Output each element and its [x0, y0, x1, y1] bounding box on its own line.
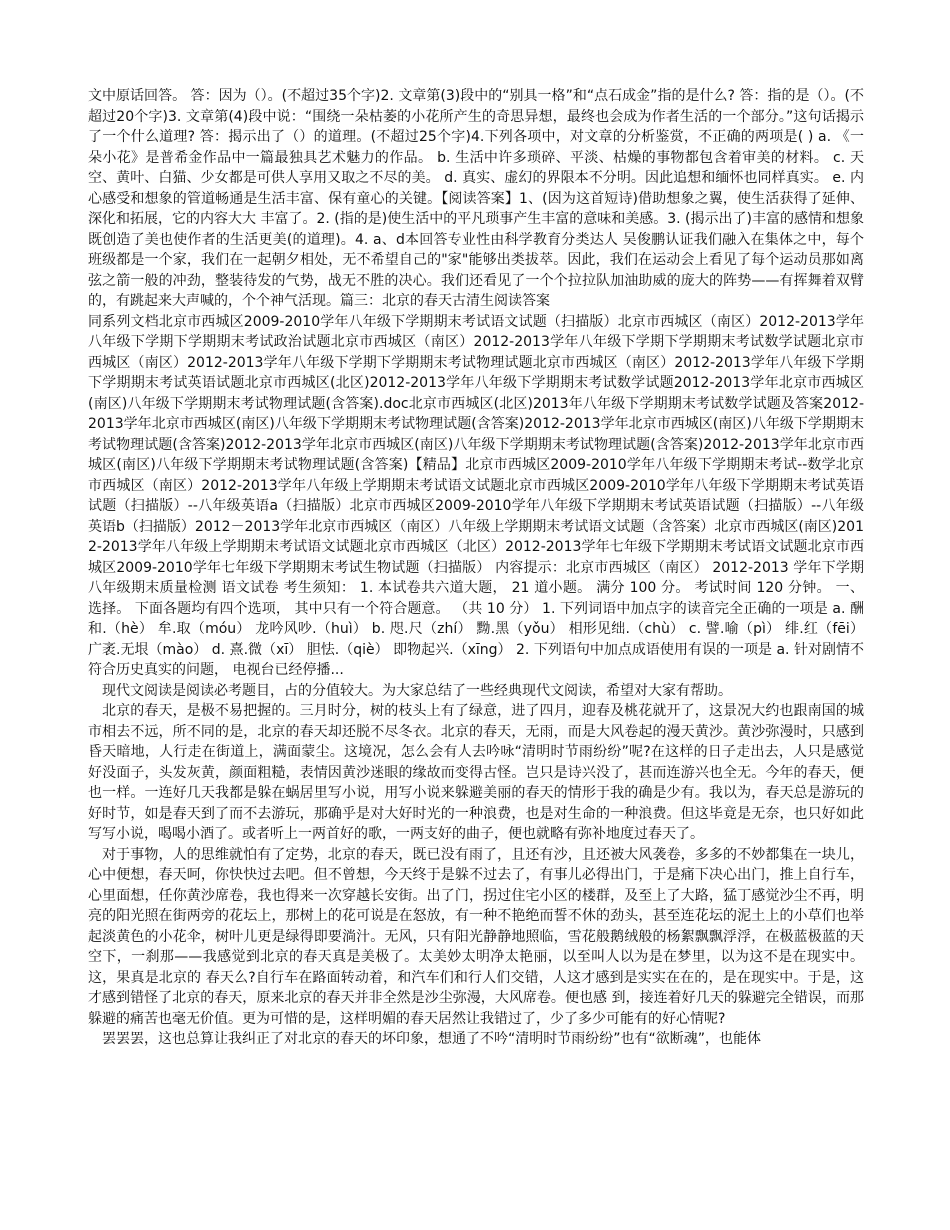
paragraph-beijing-spring-2: 对于事物，人的思维就怕有了定势，北京的春天，既已没有雨了，且还有沙，且还被大风袭卷，多多的不妙都集在一块儿，心中便想，春天呵，你快快过去吧。但不曾想，今天终于是躲不过去了，有事儿必得出门，于是痛下决心出门，推上自行车，心里面想，任你黄沙席卷，我也得来一次穿越长安街。出了门，拐过住宅小区的楼群，及至上了大路，猛丁感觉沙尘不再，明亮的阳光照在街两旁的花坛上，那树上的花可说是在怒放，有一种不艳绝而誓不休的劲头，甚至连花坛的泥土上的小草们也举起淡黄色的小花伞，树叶儿更是绿得即要淌汁。无风，只有阳光静静地照临，雪花般鹅绒般的杨絮飘飘浮浮，在极蓝极蓝的天空下，一刹那——我感觉到北京的春天真是美极了。太美妙太明净太艳丽，以至叫人以为是在梦里，以为这不是在现实中。这，果真是北京的 春天么?自行车在路面转动着，和汽车们和行人们交错，人这才感到是实实在在的，是在现实中。于是，这才感到错怪了北京的春天，原来北京的春天并非全然是沙尘弥漫，大风席卷。便也感 到，接连着好几天的躲避完全错误，而那躲避的痛苦也毫无价值。更为可惜的是，这样明媚的春天居然让我错过了，少了多少可能有的好心情呢?	[88, 846, 864, 1027]
text-block-reading-answers: 文中原话回答。 答：因为（）。(不超过35个字)2. 文章第(3)段中的“别具一格”和“点石成金”指的是什么? 答：指的是（）。(不超过20个字)3. 文章第(4)段中说：“围绕一朵枯萎的小花所产生的奇思异想，最终也会成为作者生活的一个部分。”这句话揭示了一个什么道理? 答：揭示出了（）的道理。(不超过25个字)4.下列各项中，对文章的分析鉴赏，不正确的两项是( ) a. 《一朵小花》是普希金作品中一篇最独具艺术魅力的作品。 b. 生活中许多琐碎、平淡、枯燥的事物都包含着审美的材料。 c. 天空、黄叶、白猫、少女都是可供人享用又取之不尽的美。 d. 真实、虚幻的界限本不分明。因此追想和缅怀也同样真实。 e. 内心感受和想象的管道畅通是生活丰富、保有童心的关键。【阅读答案】1、(因为这首短诗)借助想象之翼，使生活获得了延伸、深化和拓展，它的内容大大 丰富了。2. (指的是)使生活中的平凡琐事产生丰富的意味和美感。3. (揭示出了)丰富的感情和想象既创造了美也使作者的生活更美(的道理)。4. a、d本回答专业性由科学教育分类达人 吴俊鹏认证我们融入在集体之中，每个班级都是一个家，我们在一起朝夕相处，无不希望自己的"家"能够出类拔萃。因此，我们在运动会上看见了每个运动员那如离弦之箭一般的冲劲，整装待发的气势，战无不胜的决心。我们还看见了一个个拉拉队加油助威的庞大的阵势——有挥舞着双臂的，有跳起来大声喊的，个个神气活现。篇三：北京的春天古清生阅读答案	[88, 88, 864, 309]
document-page	[88, 86, 864, 1050]
paragraph-beijing-spring-1: 北京的春天，是极不易把握的。三月时分，树的枝头上有了绿意，进了四月，迎春及桃花就开了，这景况大约也跟南国的城市相去不远，所不同的是，北京的春天却还脱不尽冬衣。北京的春天，无雨，而是大风卷起的漫天黄沙。黄沙弥漫时，只感到昏天暗地，人行走在街道上，满面蒙尘。这境况，怎么会有人去吟咏“清明时节雨纷纷”呢?在这样的日子走出去，人只是感觉好没面子，头发灰黄，颜面粗糙，表情因黄沙迷眼的缘故而变得古怪。岂只是诗兴没了，甚而连游兴也全无。今年的春天，便也一样。一连好几天我都是躲在蜗居里写小说，用写小说来躲避美丽的春天的情形于我的确是少有。我以为，春天总是游玩的好时节，如是春天到了而不去游玩，那确乎是对大好时光的一种浪费，也是对生命的一种浪费。但这毕竟是无奈，也只好如此写写小说，喝喝小酒了。或者听上一两首好的歌，一两支好的曲子，便也就略有弥补地度过春天了。	[88, 703, 864, 842]
paragraph-intro: 现代文阅读是阅读必考题目，占的分值较大。为大家总结了一些经典现代文阅读，希望对大家有帮助。	[102, 682, 732, 699]
paragraph-beijing-spring-3: 罢罢罢，这也总算让我纠正了对北京的春天的坏印象，想通了不吟“清明时节雨纷纷”也有“欲断魂”，也能体	[102, 1031, 762, 1047]
text-block-related-documents: 同系列文档北京市西城区2009-2010学年八年级下学期期末考试语文试题（扫描版）北京市西城区（南区）2012-2013学年八年级下学期下学期期末考试政治试题北京市西城区（南区）2012-2013学年八年级下学期下学期期末考试数学试题北京市西城区（南区）2012-2013学年八年级下学期下学期期末考试物理试题北京市西城区（南区）2012-2013学年八年级下学期下学期期末考试英语试题北京市西城区(北区)2012-2013学年八年级下学期期末考试数学试题2012-2013学年北京市西城区(南区)八年级下学期期末考试物理试题(含答案).doc北京市西城区(北区)2013年八年级下学期期末考试数学试题及答案2012-2013学年北京市西城区(南区)八年级下学期期末考试物理试题(含答案)2012-2013学年北京市西城区(南区)八年级下学期期末考试物理试题(含答案)2012-2013学年北京市西城区(南区)八年级下学期期末考试物理试题(含答案)2012-2013学年北京市西城区(南区)八年级下学期期末考试物理试题(含答案)【精品】北京市西城区2009-2010学年八年级下学期期末考试--数学北京市西城区（南区）2012-2013学年八年级上学期期末考试语文试题北京市西城区2009-2010学年八年级下学期期末考试英语试题（扫描版）--八年级英语a（扫描版）北京市西城区2009-2010学年八年级下学期期末考试英语试题（扫描版）--八年级英语b（扫描版）2012－2013学年北京市西城区（南区）八年级上学期期末考试语文试题（含答案）北京市西城区(南区)2012-2013学年八年级上学期期末考试语文试题北京市西城区（北区）2012-2013学年七年级下学期期末考试语文试题北京市西城区2009-2010学年七年级下学期期末考试生物试题（扫描版） 内容提示：北京市西城区（南区） 2012-2013 学年下学期八年级期末质量检测 语文试卷 考生须知： 1. 本试卷共六道大题， 21 道小题。 满分 100 分。 考试时间 120 分钟。 一、 选择。 下面各题均有四个选项， 其中只有一个符合题意。 （共 10 分） 1. 下列词语中加点字的读音完全正确的一项是 a. 酬和.（hè） 牟.取（móu） 龙吟风吵.（huì） b. 咫.尺（zhí） 黝.黑（yǒu） 相形见绌.（chù） c. 譬.喻（pì） 绯.红（fēi） 广袤.无垠（mào） d. 熹.微（xī） 胆怯.（qiè） 即物起兴.（xīng） 2. 下列语句中加点成语使用有误的一项是 a. 针对剧情不符合历史真实的问题， 电视台已经停播...	[88, 313, 864, 678]
